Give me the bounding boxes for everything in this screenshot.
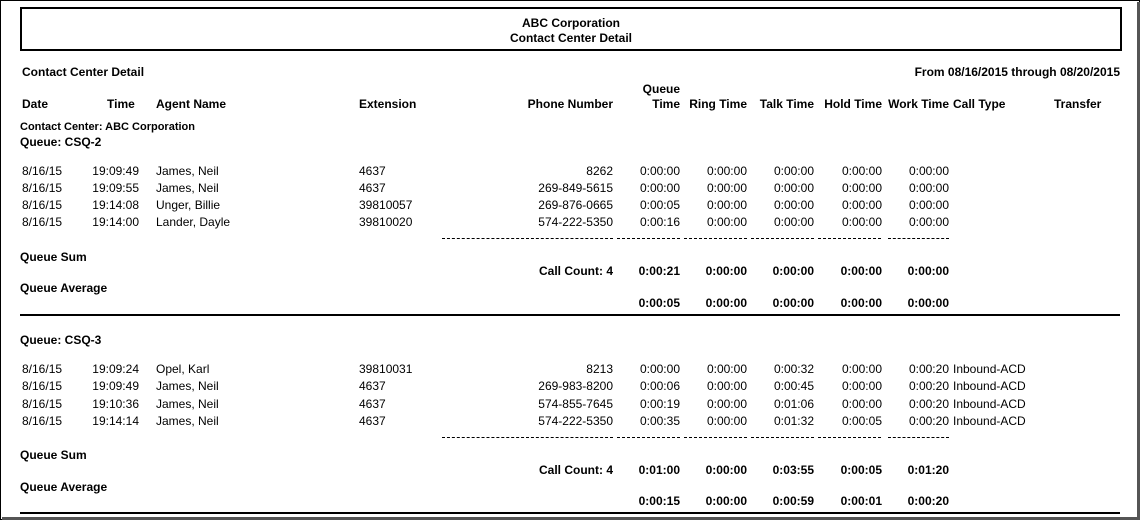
queue-label: Queue: CSQ-3: [20, 333, 102, 347]
cell-hold-time: 0:00:05: [841, 414, 882, 428]
cell-work-time: 0:00:20: [908, 379, 949, 393]
cell-extension: 4637: [359, 164, 386, 178]
cell-queue-time: 0:00:35: [639, 414, 680, 428]
cell-date: 8/16/15: [22, 379, 63, 393]
avg-work-time: 0:00:20: [907, 494, 949, 508]
cell-phone-number: 8262: [586, 164, 613, 178]
col-extension: Extension: [359, 97, 417, 111]
cell-phone-number: 269-983-8200: [538, 379, 613, 393]
col-date: Date: [22, 97, 49, 111]
cell-call-type: Inbound-ACD: [953, 397, 1026, 411]
total-rule: [818, 437, 881, 438]
section-divider: [20, 512, 1120, 514]
cell-queue-time: 0:00:06: [639, 379, 680, 393]
cell-ring-time: 0:00:00: [706, 215, 747, 229]
cell-work-time: 0:00:20: [908, 414, 949, 428]
sum-work-time: 0:01:20: [907, 463, 949, 477]
cell-phone-number: 574-855-7645: [538, 397, 613, 411]
queue-label: Queue: CSQ-2: [20, 135, 102, 149]
total-rule: [684, 238, 747, 239]
cell-work-time: 0:00:00: [908, 164, 949, 178]
cell-ring-time: 0:00:00: [706, 379, 747, 393]
cell-time: 19:09:24: [92, 362, 139, 376]
total-rule: [617, 238, 680, 239]
cell-phone-number: 269-849-5615: [538, 181, 613, 195]
total-rule: [684, 437, 747, 438]
col-phone-number: Phone Number: [527, 97, 613, 111]
cell-talk-time: 0:00:00: [773, 215, 814, 229]
queue-sum-label: Queue Sum: [20, 250, 87, 264]
sum-ring-time: 0:00:00: [705, 463, 747, 477]
cell-queue-time: 0:00:05: [639, 198, 680, 212]
cell-ring-time: 0:00:00: [706, 414, 747, 428]
cell-date: 8/16/15: [22, 181, 63, 195]
cell-date: 8/16/15: [22, 362, 63, 376]
avg-ring-time: 0:00:00: [705, 494, 747, 508]
col-time: Time: [107, 97, 135, 111]
cell-talk-time: 0:00:32: [773, 362, 814, 376]
contact-center-label: Contact Center: ABC Corporation: [20, 121, 195, 133]
cell-call-type: Inbound-ACD: [953, 362, 1026, 376]
cell-hold-time: 0:00:00: [841, 198, 882, 212]
cell-agent-name: James, Neil: [156, 397, 219, 411]
cell-agent-name: James, Neil: [156, 379, 219, 393]
cell-ring-time: 0:00:00: [706, 362, 747, 376]
cell-time: 19:09:49: [92, 379, 139, 393]
call-count: Call Count: 4: [539, 463, 613, 477]
cell-queue-time: 0:00:16: [639, 215, 680, 229]
cell-hold-time: 0:00:00: [841, 181, 882, 195]
queue-average-label: Queue Average: [20, 281, 108, 295]
cell-date: 8/16/15: [22, 198, 63, 212]
col-queue-time-line1: Queue: [642, 82, 680, 96]
total-rule: [442, 238, 613, 239]
cell-talk-time: 0:01:32: [773, 414, 814, 428]
cell-extension: 4637: [359, 181, 386, 195]
cell-hold-time: 0:00:00: [841, 379, 882, 393]
cell-call-type: Inbound-ACD: [953, 379, 1026, 393]
cell-talk-time: 0:00:00: [773, 164, 814, 178]
cell-talk-time: 0:00:00: [773, 198, 814, 212]
total-rule: [751, 238, 814, 239]
cell-time: 19:14:00: [92, 215, 139, 229]
cell-date: 8/16/15: [22, 414, 63, 428]
cell-ring-time: 0:00:00: [706, 198, 747, 212]
cell-work-time: 0:00:00: [908, 198, 949, 212]
cell-agent-name: James, Neil: [156, 181, 219, 195]
call-count: Call Count: 4: [539, 264, 613, 278]
col-transfer: Transfer: [1054, 97, 1102, 111]
date-range: From 08/16/2015 through 08/20/2015: [914, 65, 1120, 79]
cell-work-time: 0:00:00: [908, 181, 949, 195]
sum-queue-time: 0:01:00: [638, 463, 680, 477]
col-work-time: Work Time: [888, 97, 949, 111]
avg-queue-time: 0:00:05: [638, 296, 680, 310]
cell-extension: 39810057: [359, 198, 413, 212]
cell-date: 8/16/15: [22, 164, 63, 178]
cell-work-time: 0:00:20: [908, 362, 949, 376]
cell-queue-time: 0:00:19: [639, 397, 680, 411]
avg-hold-time: 0:00:01: [840, 494, 882, 508]
cell-extension: 39810031: [359, 362, 413, 376]
cell-talk-time: 0:00:00: [773, 181, 814, 195]
avg-work-time: 0:00:00: [907, 296, 949, 310]
col-agent-name: Agent Name: [156, 97, 227, 111]
queue-average-label: Queue Average: [20, 480, 108, 494]
cell-call-type: Inbound-ACD: [953, 414, 1026, 428]
cell-time: 19:14:14: [92, 414, 139, 428]
report-subtitle: Contact Center Detail: [22, 65, 145, 79]
total-rule: [888, 238, 949, 239]
cell-extension: 4637: [359, 379, 386, 393]
avg-talk-time: 0:00:59: [772, 494, 814, 508]
cell-work-time: 0:00:20: [908, 397, 949, 411]
cell-queue-time: 0:00:00: [639, 181, 680, 195]
cell-agent-name: Lander, Dayle: [156, 215, 231, 229]
avg-ring-time: 0:00:00: [705, 296, 747, 310]
cell-talk-time: 0:01:06: [773, 397, 814, 411]
cell-agent-name: Opel, Karl: [156, 362, 210, 376]
total-rule: [818, 238, 881, 239]
cell-time: 19:09:49: [92, 164, 139, 178]
cell-time: 19:09:55: [92, 181, 139, 195]
col-queue-time-line2: Time: [652, 97, 680, 111]
sum-hold-time: 0:00:05: [840, 463, 882, 477]
report-title: Contact Center Detail: [509, 31, 633, 45]
total-rule: [442, 437, 613, 438]
report-title-box: [20, 7, 1122, 51]
cell-hold-time: 0:00:00: [841, 362, 882, 376]
queue-sum-label: Queue Sum: [20, 448, 87, 462]
cell-work-time: 0:00:00: [908, 215, 949, 229]
cell-agent-name: Unger, Billie: [156, 198, 221, 212]
sum-talk-time: 0:00:00: [772, 264, 814, 278]
total-rule: [751, 437, 814, 438]
total-rule: [617, 437, 680, 438]
cell-agent-name: James, Neil: [156, 164, 219, 178]
cell-phone-number: 269-876-0665: [538, 198, 613, 212]
col-hold-time: Hold Time: [824, 97, 882, 111]
total-rule: [888, 437, 949, 438]
cell-queue-time: 0:00:00: [639, 164, 680, 178]
cell-talk-time: 0:00:45: [773, 379, 814, 393]
col-ring-time: Ring Time: [689, 97, 747, 111]
cell-ring-time: 0:00:00: [706, 181, 747, 195]
cell-hold-time: 0:00:00: [841, 164, 882, 178]
sum-ring-time: 0:00:00: [705, 264, 747, 278]
avg-talk-time: 0:00:00: [772, 296, 814, 310]
cell-phone-number: 574-222-5350: [538, 414, 613, 428]
cell-hold-time: 0:00:00: [841, 397, 882, 411]
company-name: ABC Corporation: [522, 16, 620, 30]
cell-time: 19:14:08: [92, 198, 139, 212]
avg-queue-time: 0:00:15: [638, 494, 680, 508]
cell-extension: 4637: [359, 414, 386, 428]
sum-talk-time: 0:03:55: [772, 463, 814, 477]
cell-phone-number: 8213: [586, 362, 613, 376]
avg-hold-time: 0:00:00: [840, 296, 882, 310]
cell-agent-name: James, Neil: [156, 414, 219, 428]
col-talk-time: Talk Time: [759, 97, 814, 111]
cell-ring-time: 0:00:00: [706, 164, 747, 178]
cell-extension: 4637: [359, 397, 386, 411]
sum-work-time: 0:00:00: [907, 264, 949, 278]
sum-queue-time: 0:00:21: [638, 264, 680, 278]
col-call-type: Call Type: [953, 97, 1006, 111]
cell-extension: 39810020: [359, 215, 413, 229]
cell-hold-time: 0:00:00: [841, 215, 882, 229]
cell-date: 8/16/15: [22, 397, 63, 411]
cell-ring-time: 0:00:00: [706, 397, 747, 411]
sum-hold-time: 0:00:00: [840, 264, 882, 278]
cell-time: 19:10:36: [92, 397, 139, 411]
cell-date: 8/16/15: [22, 215, 63, 229]
section-divider: [20, 314, 1120, 316]
cell-queue-time: 0:00:00: [639, 362, 680, 376]
cell-phone-number: 574-222-5350: [538, 215, 613, 229]
